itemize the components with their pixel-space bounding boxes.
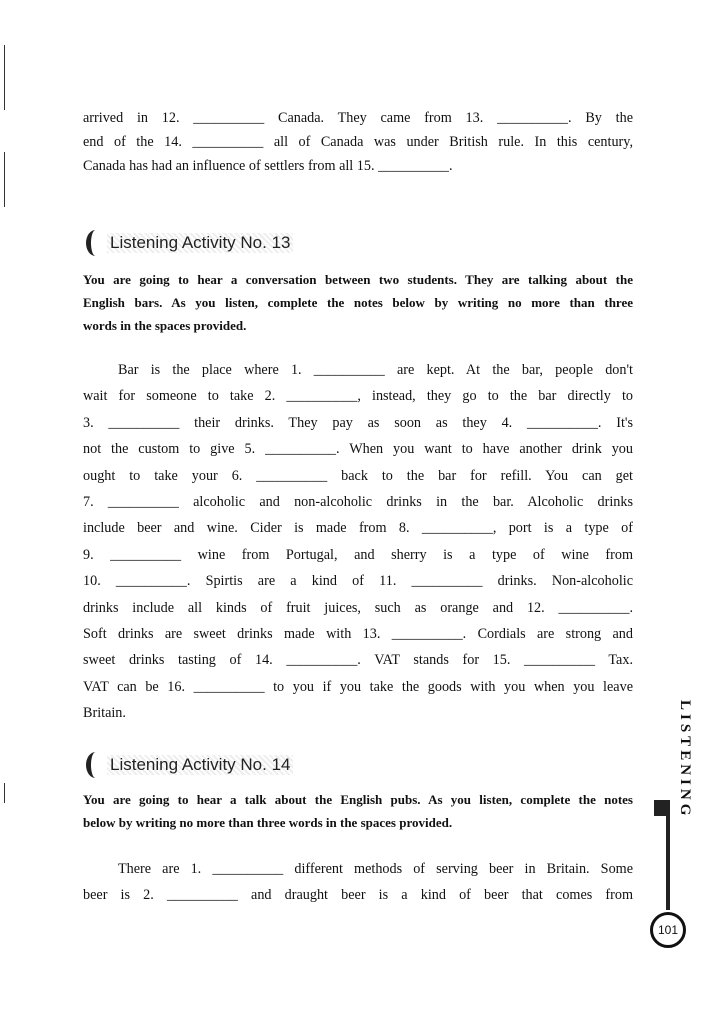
- text-line: wait for someone to take 2. __________, instead, they go to the bar directly to: [83, 388, 633, 405]
- text-line: 9. __________ wine from Portugal, and sherry is a type of wine from: [83, 546, 633, 563]
- text-line: Britain.: [83, 705, 126, 722]
- scan-edge-mark: [4, 45, 5, 110]
- text-line: drinks include all kinds of fruit juices, such as orange and 12. __________.: [83, 599, 633, 616]
- activity-13-title: Listening Activity No. 13: [107, 233, 293, 253]
- instruction-line: below by writing no more than three words in the spaces provided.: [83, 815, 453, 830]
- text-line: not the custom to give 5. __________. When you want to have another drink you: [83, 441, 633, 458]
- text-line: 7. __________ alcoholic and non-alcoholic drinks in the bar. Alcoholic drinks: [83, 494, 633, 510]
- text-line: Soft drinks are sweet drinks made with 13. __________. Cordials are strong and: [83, 626, 633, 642]
- text-line: Canada has had an influence of settlers from all 15. __________.: [83, 158, 453, 174]
- section-tab-label: LISTENING: [677, 700, 693, 820]
- instruction-line: words in the spaces provided.: [83, 318, 247, 333]
- key-stem-decoration: [666, 800, 670, 910]
- instruction-line: You are going to hear a conversation between two students. They are talking about the: [83, 272, 633, 287]
- text-line: Bar is the place where 1. __________ are kept. At the bar, people don't: [118, 362, 633, 378]
- activity-13-heading: [86, 230, 293, 256]
- activity-14-heading: [86, 752, 293, 778]
- text-line: sweet drinks tasting of 14. __________. VAT stands for 15. __________ Tax.: [83, 652, 633, 669]
- scan-edge-mark: [4, 783, 5, 803]
- instruction-line: English bars. As you listen, complete the notes below by writing no more than three: [83, 295, 633, 310]
- text-line: 3. __________ their drinks. They pay as soon as they 4. __________. It's: [83, 414, 633, 431]
- text-line: end of the 14. __________ all of Canada was under British rule. In this century,: [83, 134, 633, 150]
- text-line: include beer and wine. Cider is made from 8. __________, port is a type of: [83, 520, 633, 537]
- text-line: arrived in 12. __________ Canada. They came from 13. __________. By the: [83, 110, 633, 126]
- instruction-line: You are going to hear a talk about the English pubs. As you listen, complete the notes: [83, 792, 633, 807]
- text-line: beer is 2. __________ and draught beer is a kind of beer that comes from: [83, 887, 633, 903]
- scan-edge-mark: [4, 152, 5, 207]
- crescent-icon: [86, 230, 105, 256]
- text-line: VAT can be 16. __________ to you if you take the goods with you when you leave: [83, 678, 633, 695]
- activity-14-title: Listening Activity No. 14: [107, 755, 293, 775]
- page-number: 101: [650, 912, 686, 948]
- text-line: There are 1. __________ different methods of serving beer in Britain. Some: [118, 861, 633, 877]
- text-line: ought to take your 6. __________ back to the bar for refill. You can get: [83, 467, 633, 484]
- text-line: 10. __________. Spirtis are a kind of 11. __________ drinks. Non-alcoholic: [83, 573, 633, 590]
- crescent-icon: [86, 752, 105, 778]
